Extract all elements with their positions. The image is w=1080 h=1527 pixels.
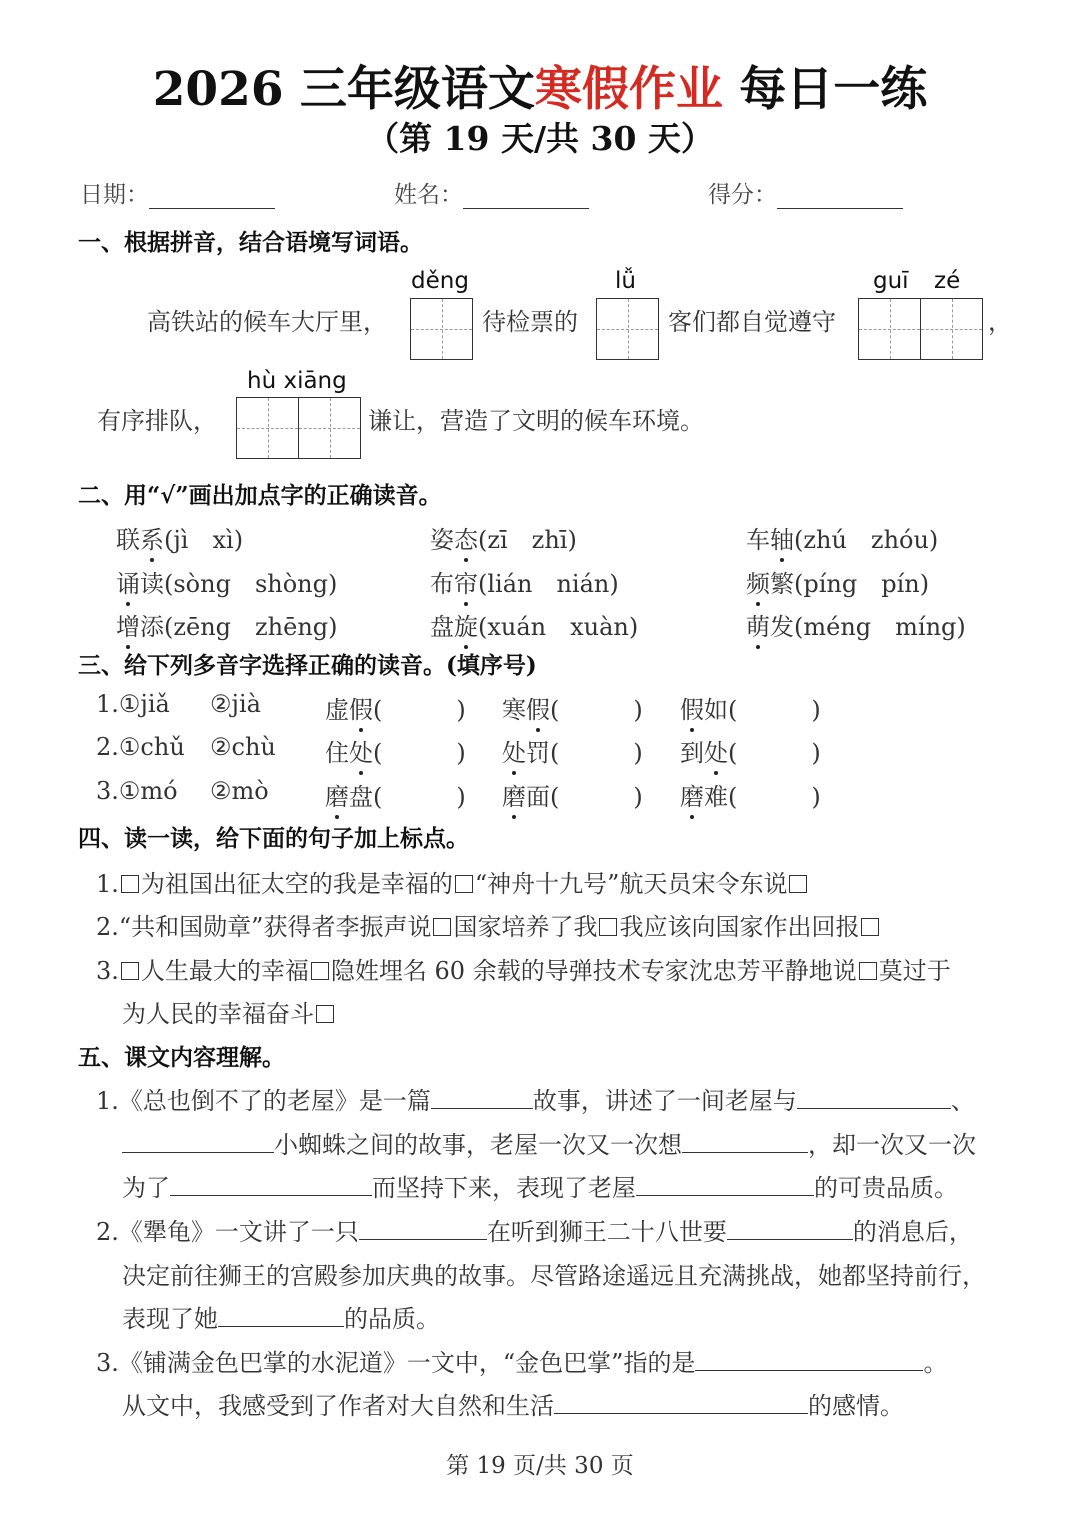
score-label: 得分： [708,182,777,208]
answer-blank[interactable] [554,1389,808,1414]
punct-box[interactable] [599,918,617,936]
option-2: ②jià [210,690,261,718]
punct-sentence-2: 2.“共和国勋章”获得者李振声说 国家培养了我 我应该向国家作出回报 [96,907,881,942]
answer-blank[interactable] [170,1171,372,1196]
word-item[interactable]: 增添(zēng zhēng) [116,607,338,642]
punct-sentence-3-cont: 为人民的幸福奋斗 [122,994,336,1029]
date-label: 日期： [80,182,149,208]
s1-text-2: 待检票的 [482,308,578,336]
answer-blank[interactable] [797,1084,951,1109]
s1-text-5: 有序排队， [97,407,217,435]
punct-sentence-3: 3. 人生最大的幸福 隐姓埋名 60 余载的导弹技术专家沈忠芳平静地说 莫过于 [96,957,951,985]
punct-box[interactable] [121,875,139,893]
question-1-line-2: 小蜘蛛之间的故事，老屋一次又一次想 ，却一次又一次 [122,1125,976,1160]
word-item[interactable]: 联系(jì xì) [116,520,243,555]
answer-blank[interactable] [682,1128,808,1153]
pinyin-gui: guī [873,268,909,294]
s1-text-3: 客们都自觉遵守 [668,308,836,336]
option-2: ②chù [210,733,276,761]
name-field [394,176,589,209]
punct-box[interactable] [455,875,473,893]
title-highlight: 寒假作业 [534,62,723,117]
section-3-heading: 三、给下列多音字选择正确的读音。(填序号) [78,652,537,679]
title-text-end: 每日一练 [722,62,928,117]
fill-item[interactable]: 住处( ) [325,733,466,768]
char-box-huxiang[interactable] [236,397,361,459]
fill-item[interactable]: 磨难( ) [680,777,821,812]
question-2-line-1: 2.《犟龟》一文讲了一只 在听到狮王二十八世要 的消息后， [96,1212,973,1247]
page-title [0,52,1080,119]
score-field [708,176,903,209]
name-blank[interactable] [463,182,589,209]
s1-text-1: 高铁站的候车大厅里， [147,308,387,336]
word-item[interactable]: 姿态(zī zhī) [430,520,577,555]
fill-item[interactable]: 处罚( ) [502,733,643,768]
score-blank[interactable] [777,182,903,209]
fill-item[interactable]: 寒假( ) [502,690,643,725]
word-item[interactable]: 车轴(zhú zhóu) [746,520,938,555]
s1-text-4: ， [988,308,1012,336]
punct-box[interactable] [121,962,139,980]
char-box-guize[interactable] [858,298,983,360]
fill-item[interactable]: 到处( ) [680,733,821,768]
punct-box[interactable] [316,1005,334,1023]
punct-box[interactable] [789,875,807,893]
fill-item[interactable]: 虚假( ) [325,690,466,725]
pinyin-lv: lǚ [615,268,636,294]
word-item[interactable]: 萌发(méng míng) [746,607,966,642]
question-3-line-2: 从文中，我感受到了作者对大自然和生活 的感情。 [122,1386,904,1421]
pinyin-huxiang: hù xiāng [247,368,347,394]
punct-box[interactable] [861,918,879,936]
option-row: 1.①jiǎ [96,690,170,718]
option-row: 2.①chǔ [96,733,185,761]
page-subtitle: （第 19 天/共 30 天） [366,119,714,158]
punct-box[interactable] [859,962,877,980]
word-item[interactable]: 频繁(píng pín) [746,564,929,599]
question-2-line-2: 决定前往狮王的宫殿参加庆典的故事。尽管路途遥远且充满挑战，她都坚持前行， [122,1262,986,1290]
s1-text-6: 谦让，营造了文明的候车环境。 [368,407,704,435]
question-1-line-3: 为了 而坚持下来，表现了老屋 的可贵品质。 [122,1168,958,1203]
punct-sentence-1: 1. 为祖国出征太空的我是幸福的 “神舟十九号”航天员宋令东说 [96,864,809,899]
date-field [80,176,275,209]
section-5-heading: 五、课文内容理解。 [78,1044,285,1071]
punct-box[interactable] [433,918,451,936]
title-text: 2026 三年级语文 [152,62,535,117]
fill-item[interactable]: 假如( ) [680,690,821,725]
answer-blank[interactable] [218,1302,344,1327]
answer-blank[interactable] [636,1171,814,1196]
section-2-heading: 二、用“√”画出加点字的正确读音。 [78,482,442,509]
punct-box[interactable] [311,962,329,980]
question-3-line-1: 3.《铺满金色巴掌的水泥道》一文中，“金色巴掌”指的是 。 [96,1343,947,1378]
word-item[interactable]: 布帘(lián nián) [430,564,619,599]
name-label: 姓名： [394,182,463,208]
word-item[interactable]: 盘旋(xuán xuàn) [430,607,638,642]
section-1-heading: 一、根据拼音，结合语境写词语。 [78,229,423,256]
char-box-deng[interactable] [410,298,473,360]
section-4-heading: 四、读一读，给下面的句子加上标点。 [78,825,469,852]
option-2: ②mò [210,777,269,805]
fill-item[interactable]: 磨盘( ) [325,777,466,812]
char-box-lv[interactable] [596,298,659,360]
option-row: 3.①mó [96,777,178,805]
answer-blank[interactable] [122,1128,274,1153]
word-item[interactable]: 诵读(sòng shòng) [116,564,337,599]
answer-blank[interactable] [359,1215,487,1240]
question-1-line-1: 1.《总也倒不了的老屋》是一篇 故事，讲述了一间老屋与 、 [96,1081,975,1116]
answer-blank[interactable] [431,1084,533,1109]
question-2-line-3: 表现了她 的品质。 [122,1299,440,1334]
answer-blank[interactable] [727,1215,853,1240]
date-blank[interactable] [149,182,275,209]
pinyin-deng: děng [411,268,469,294]
page-footer: 第 19 页/共 30 页 [446,1453,634,1479]
pinyin-ze: zé [934,268,961,294]
fill-item[interactable]: 磨面( ) [502,777,643,812]
answer-blank[interactable] [695,1346,923,1371]
